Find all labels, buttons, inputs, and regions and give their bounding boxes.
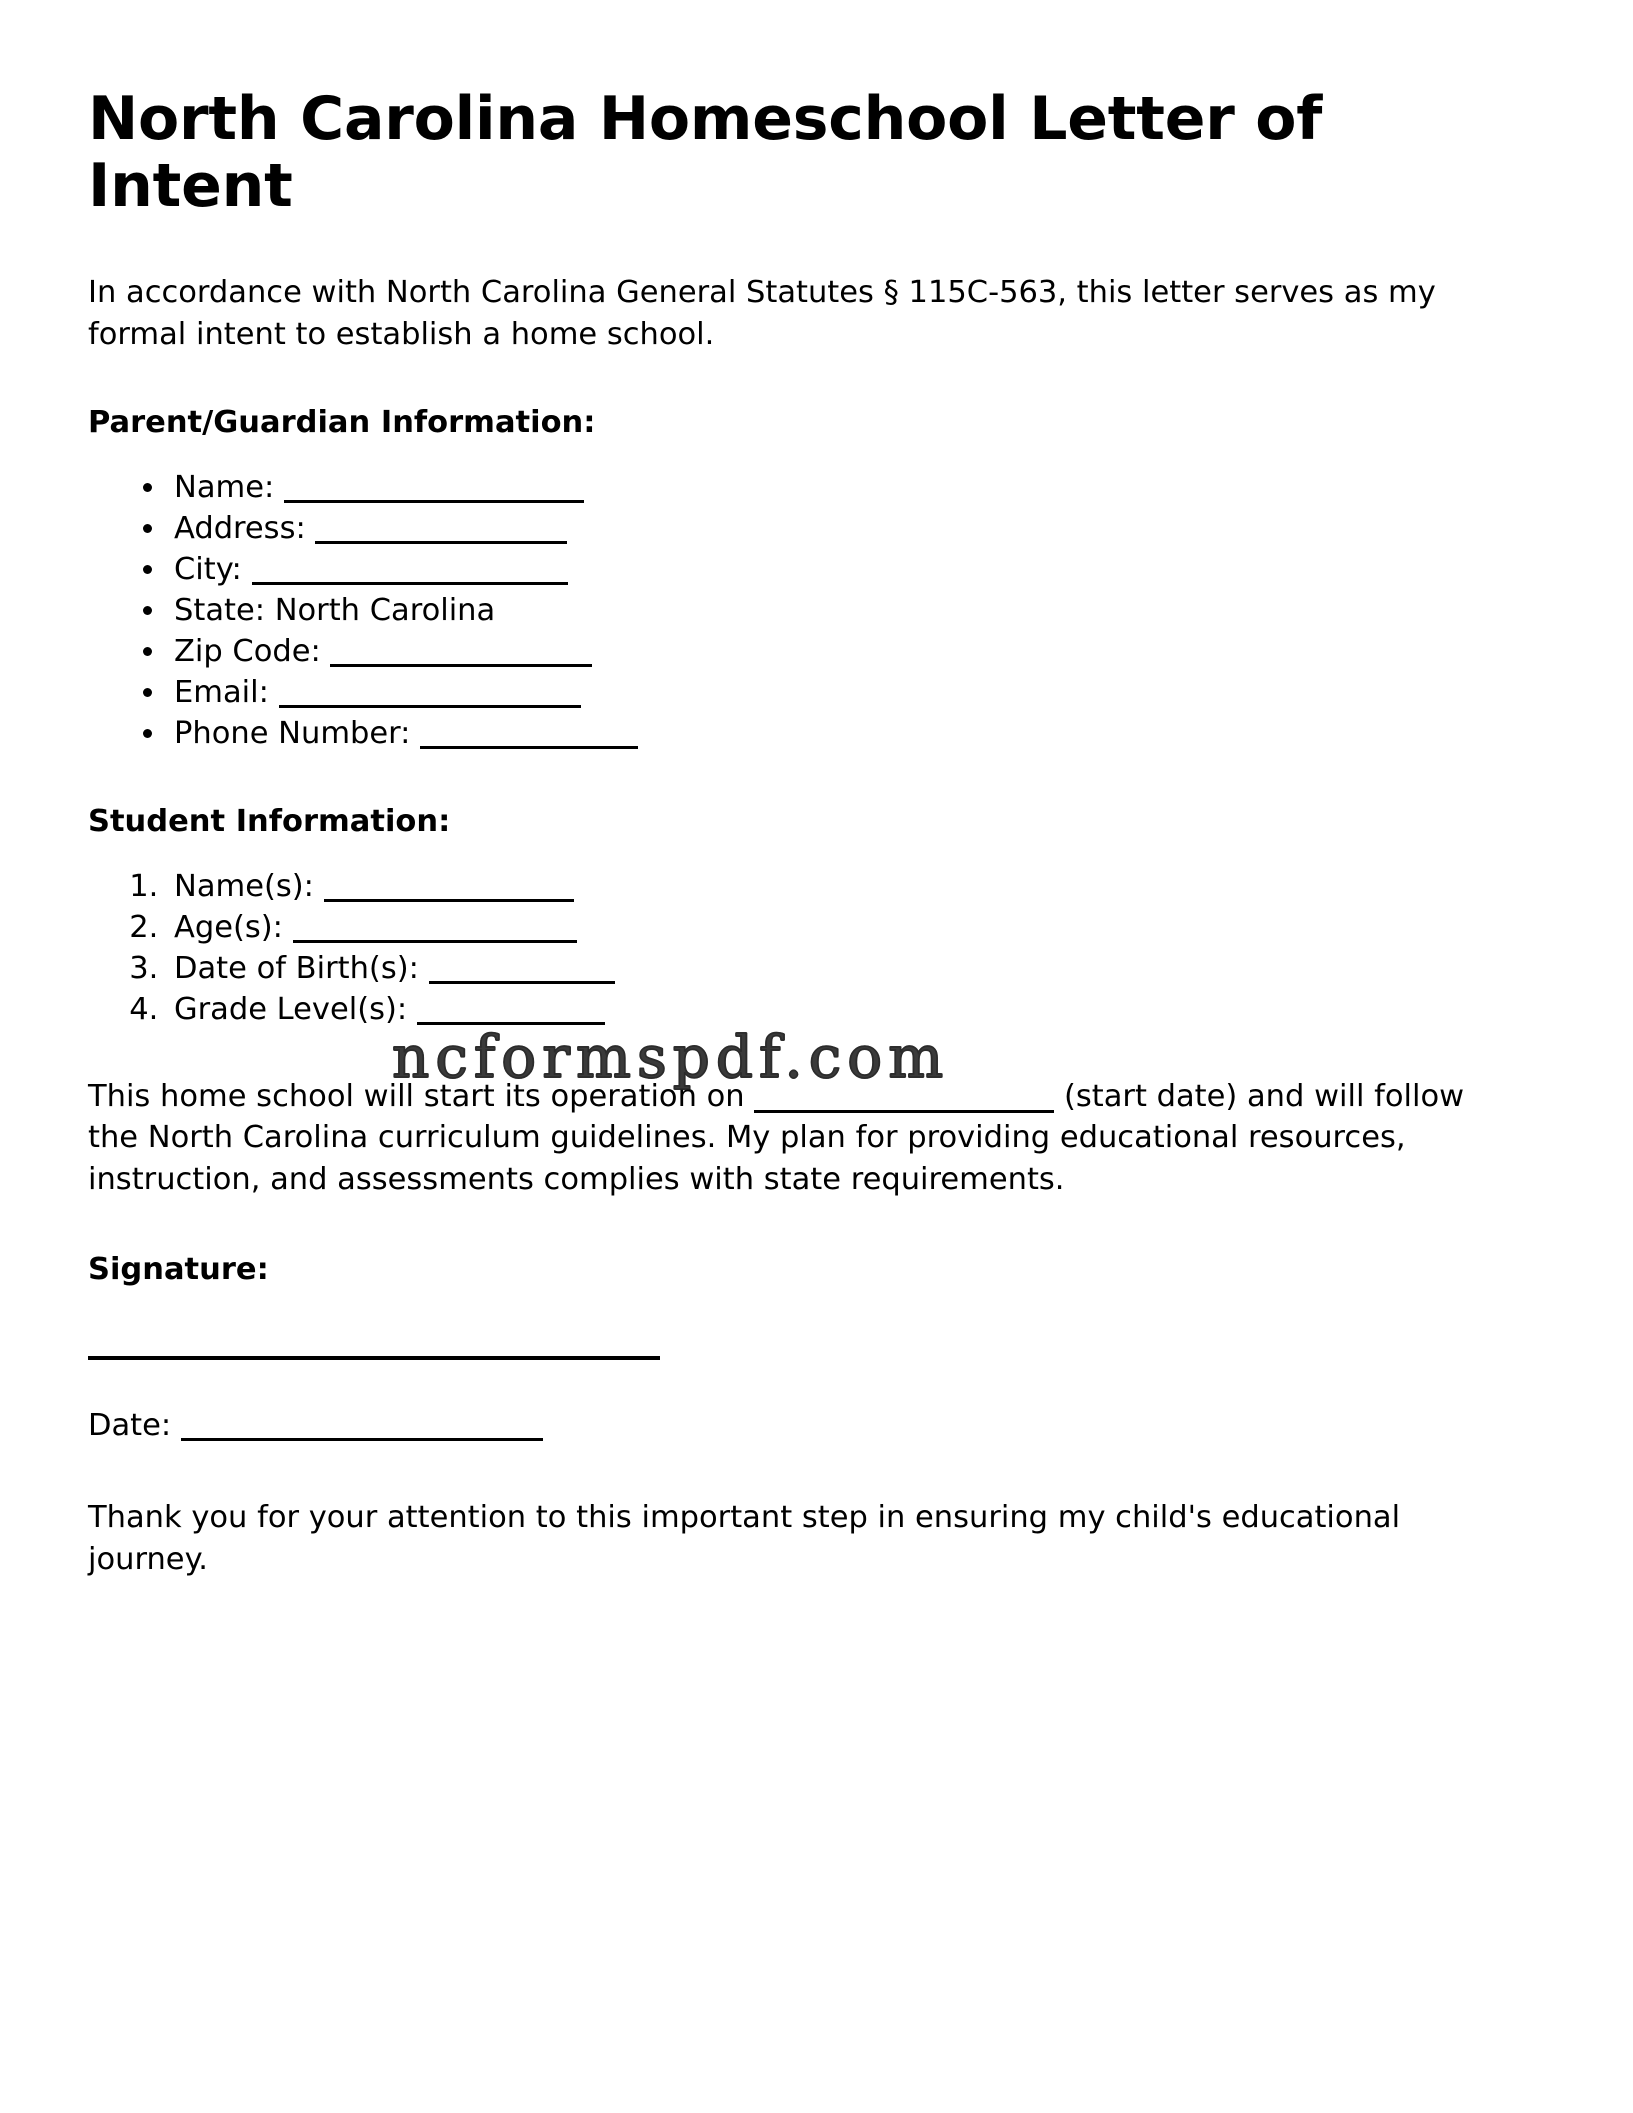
start-paragraph-before-blank: This home school will start its operation on	[88, 1078, 755, 1114]
page-title: North Carolina Homeschool Letter of Intent	[88, 84, 1323, 222]
student-field-label: Date of Birth(s):	[174, 950, 419, 986]
list-item	[168, 713, 1508, 754]
student-field-blank[interactable]	[417, 1022, 605, 1025]
student-field-blank[interactable]	[324, 899, 574, 902]
signature-section-heading: Signature:	[88, 1252, 269, 1288]
student-section-heading: Student Information:	[88, 804, 451, 840]
parent-field-label: Phone Number:	[174, 716, 411, 752]
signature-blank-line[interactable]	[88, 1356, 660, 1360]
list-item	[168, 590, 1508, 631]
parent-field-blank[interactable]	[252, 582, 568, 585]
parent-field-label: Name:	[174, 469, 275, 505]
parent-field-value: North Carolina	[265, 593, 496, 628]
date-label: Date:	[88, 1407, 172, 1443]
parent-guardian-section-heading: Parent/Guardian Information:	[88, 405, 596, 441]
start-paragraph-after-blank: (start date) and will follow the North Carolina curriculum guidelines. My plan for providing educational resources, instruction, and assessments complies with state requirements.	[88, 1078, 1465, 1197]
parent-field-blank[interactable]	[420, 746, 638, 749]
parent-field-blank[interactable]	[279, 705, 581, 708]
list-item	[168, 672, 1508, 713]
list-item	[168, 508, 1508, 549]
parent-guardian-field-list	[88, 467, 1508, 754]
list-item	[168, 631, 1508, 672]
list-item	[168, 989, 1508, 1030]
list-item	[168, 907, 1508, 948]
student-field-label: Name(s):	[174, 868, 314, 904]
parent-field-blank[interactable]	[315, 541, 567, 544]
parent-field-label: Email:	[174, 675, 269, 711]
parent-field-label: Zip Code:	[174, 634, 321, 670]
student-field-blank[interactable]	[429, 981, 615, 984]
parent-field-blank[interactable]	[330, 664, 592, 667]
list-item	[168, 866, 1508, 907]
date-row	[88, 1406, 1508, 1446]
student-field-label: Age(s):	[174, 909, 283, 945]
intro-paragraph: In accordance with North Carolina General Statutes § 115C-563, this letter serves as my formal intent to establish a home school.	[88, 275, 1436, 352]
student-field-blank[interactable]	[293, 940, 577, 943]
parent-field-label: City:	[174, 551, 242, 587]
parent-field-label: State:	[174, 593, 266, 628]
document-body	[88, 0, 1508, 1580]
list-item	[168, 549, 1508, 590]
parent-field-label: Address:	[174, 510, 306, 546]
list-item	[168, 948, 1508, 989]
student-field-label: Grade Level(s):	[174, 991, 408, 1027]
start-date-blank[interactable]	[754, 1110, 1054, 1113]
date-blank[interactable]	[181, 1438, 543, 1441]
student-field-list	[88, 866, 1508, 1030]
parent-field-blank[interactable]	[284, 500, 584, 503]
closing-paragraph: Thank you for your attention to this important step in ensuring my child's educational journey.	[88, 1500, 1401, 1577]
watermark: ncformspdf.com	[392, 1023, 950, 1091]
start-date-paragraph	[88, 1076, 1503, 1200]
list-item	[168, 467, 1508, 508]
